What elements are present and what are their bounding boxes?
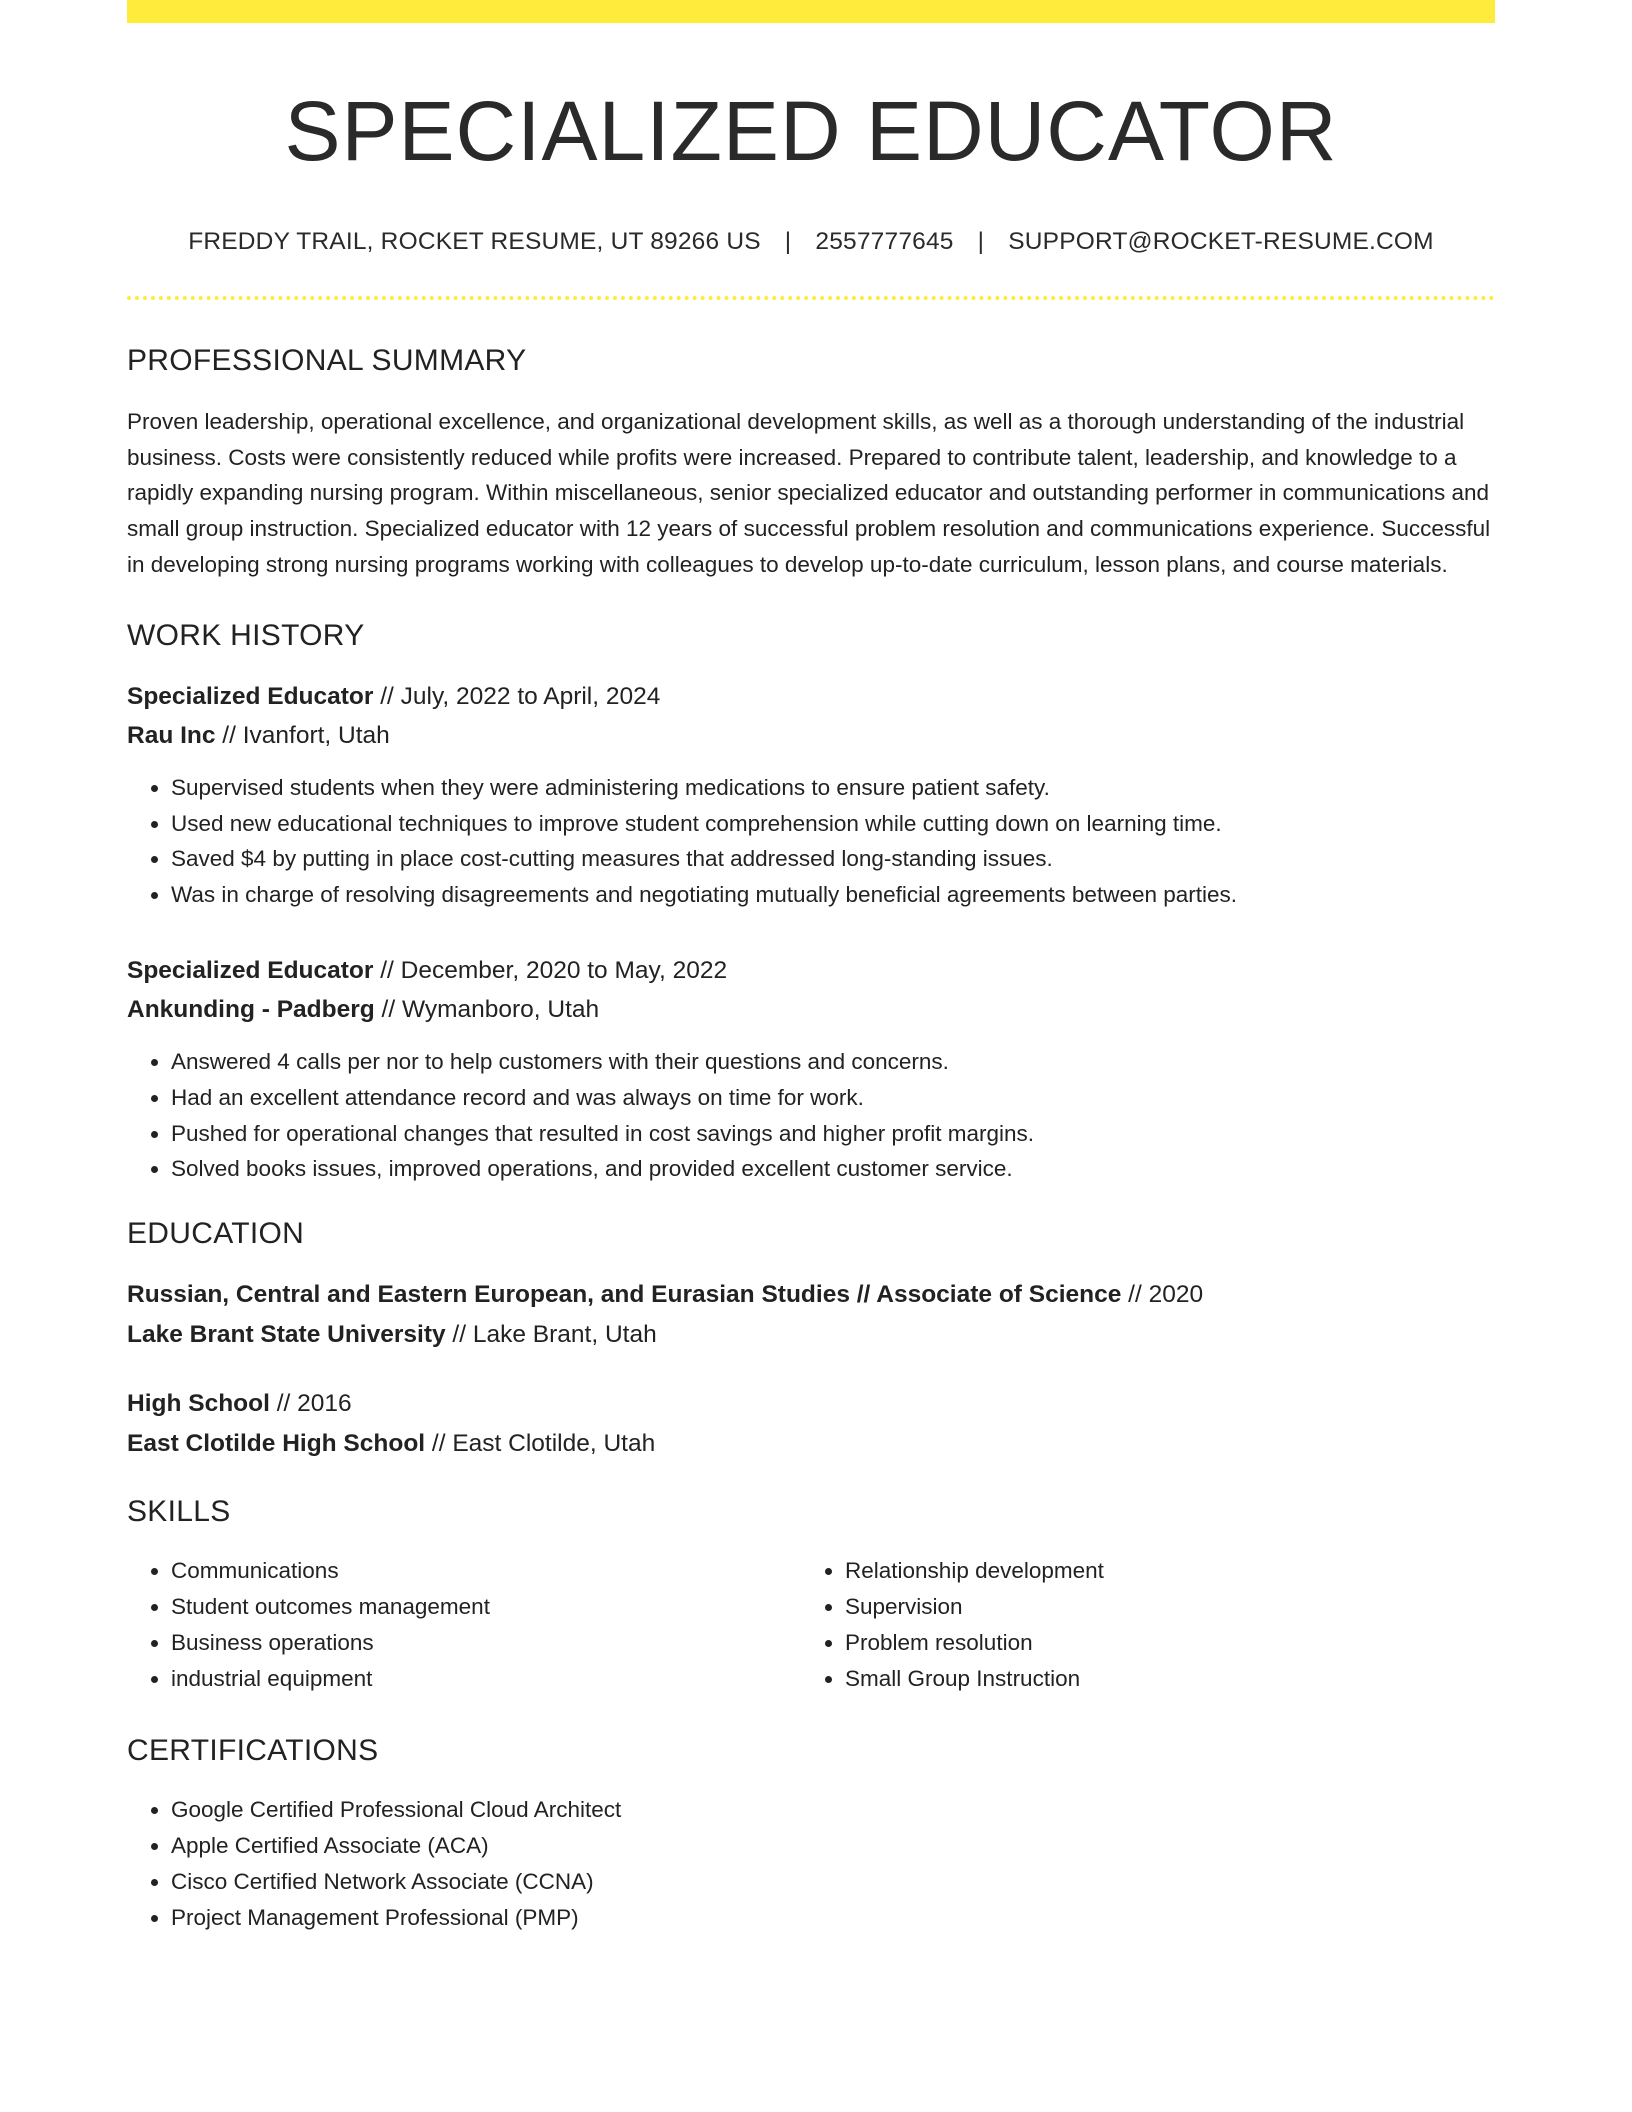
job-title-line xyxy=(127,951,1495,991)
job-dates: // July, 2022 to April, 2024 xyxy=(373,682,661,710)
list-item: • Small Group Instruction xyxy=(845,1661,1475,1697)
contact-email: SUPPORT@ROCKET-RESUME.COM xyxy=(1008,227,1434,255)
education-year: // 2016 xyxy=(269,1390,352,1418)
list-item: • Supervised students when they were administering medications to ensure patient safety. xyxy=(171,770,1495,806)
skills-columns xyxy=(127,1553,1495,1696)
list-item: • Relationship development xyxy=(845,1553,1475,1589)
education-location: // East Clotilde, Utah xyxy=(425,1429,656,1457)
skills-section xyxy=(127,1495,1495,1696)
list-item: • industrial equipment xyxy=(171,1661,801,1697)
certifications-heading: CERTIFICATIONS xyxy=(127,1734,379,1768)
job-role: Specialized Educator xyxy=(127,956,374,984)
list-item: • Project Management Professional (PMP) xyxy=(171,1900,1495,1936)
list-item: • Was in charge of resolving disagreements and negotiating mutually beneficial agreements between parties. xyxy=(171,877,1495,913)
education-degree: High School xyxy=(127,1390,270,1418)
list-item: • Apple Certified Associate (ACA) xyxy=(171,1828,1495,1864)
job-location: // Wymanboro, Utah xyxy=(374,996,600,1024)
list-item: • Supervision xyxy=(845,1589,1475,1625)
skills-heading: SKILLS xyxy=(127,1495,231,1529)
education-school: Lake Brant State University xyxy=(127,1320,446,1348)
job-dates: // December, 2020 to May, 2022 xyxy=(373,956,728,984)
skills-column-right xyxy=(801,1553,1475,1696)
skills-list xyxy=(801,1553,1475,1696)
list-item: • Communications xyxy=(171,1553,801,1589)
resume-page xyxy=(127,0,1495,1936)
job-company-line xyxy=(127,990,1495,1030)
job-entry xyxy=(127,951,1495,1187)
list-item: • Pushed for operational changes that resulted in cost savings and higher profit margins. xyxy=(171,1116,1495,1152)
list-item: • Used new educational techniques to improve student comprehension while cutting down on learning time. xyxy=(171,806,1495,842)
job-entry xyxy=(127,677,1495,913)
education-school: East Clotilde High School xyxy=(127,1429,426,1457)
dotted-divider xyxy=(127,296,1495,300)
job-company-line xyxy=(127,716,1495,756)
work-history-heading: WORK HISTORY xyxy=(127,618,365,652)
education-degree: Russian, Central and Eastern European, and Eurasian Studies // Associate of Science xyxy=(127,1281,1122,1309)
job-role: Specialized Educator xyxy=(127,682,374,710)
education-degree-line xyxy=(127,1275,1495,1315)
list-item: • Saved $4 by putting in place cost-cutting measures that addressed long-standing issues. xyxy=(171,841,1495,877)
job-location: // Ivanfort, Utah xyxy=(215,722,390,750)
education-entry xyxy=(127,1384,1495,1463)
resume-title: SPECIALIZED EDUCATOR xyxy=(284,84,1338,178)
list-item: • Business operations xyxy=(171,1625,801,1661)
list-item: • Google Certified Professional Cloud Architect xyxy=(171,1792,1495,1828)
work-history-section xyxy=(127,619,1495,1187)
contact-separator: | xyxy=(784,227,792,255)
list-item: • Problem resolution xyxy=(845,1625,1475,1661)
list-item: • Student outcomes management xyxy=(171,1589,801,1625)
list-item: • Had an excellent attendance record and was always on time for work. xyxy=(171,1080,1495,1116)
job-title-line xyxy=(127,677,1495,717)
summary-heading: PROFESSIONAL SUMMARY xyxy=(127,343,527,377)
certifications-list xyxy=(127,1792,1495,1935)
contact-address: FREDDY TRAIL, ROCKET RESUME, UT 89266 US xyxy=(188,227,761,255)
list-item: • Cisco Certified Network Associate (CCNA) xyxy=(171,1864,1495,1900)
job-bullets xyxy=(127,770,1495,913)
job-company: Ankunding - Padberg xyxy=(127,996,375,1024)
education-school-line xyxy=(127,1424,1495,1464)
education-heading: EDUCATION xyxy=(127,1217,305,1251)
education-location: // Lake Brant, Utah xyxy=(445,1320,657,1348)
skills-column-left xyxy=(127,1553,801,1696)
education-entry xyxy=(127,1275,1495,1354)
education-school-line xyxy=(127,1315,1495,1355)
education-degree-line xyxy=(127,1384,1495,1424)
list-item: • Solved books issues, improved operations, and provided excellent customer service. xyxy=(171,1151,1495,1187)
top-accent-bar xyxy=(127,0,1495,23)
skills-list xyxy=(127,1553,801,1696)
education-year: // 2020 xyxy=(1121,1281,1204,1309)
certifications-section xyxy=(127,1734,1495,1935)
contact-line xyxy=(127,228,1495,256)
contact-separator: | xyxy=(977,227,985,255)
contact-phone: 2557777645 xyxy=(815,227,954,255)
job-bullets xyxy=(127,1044,1495,1187)
list-item: • Answered 4 calls per nor to help customers with their questions and concerns. xyxy=(171,1044,1495,1080)
education-section xyxy=(127,1217,1495,1463)
job-company: Rau Inc xyxy=(127,722,216,750)
summary-text: Proven leadership, operational excellence, and organizational development skills, as well as a thorough understanding of the industrial business. Costs were consistently reduced while profits were increased. Prepared to contribute talent, leadership, and knowledge to a rapidly expanding nursing program. Within miscellaneous, senior specialized educator and outstanding performer in communications and small group instruction. Specialized educator with 12 years of successful problem resolution and communications experience. Successful in developing strong nursing programs working with colleagues to develop up-to-date curriculum, lesson plans, and course materials. xyxy=(127,408,1491,577)
